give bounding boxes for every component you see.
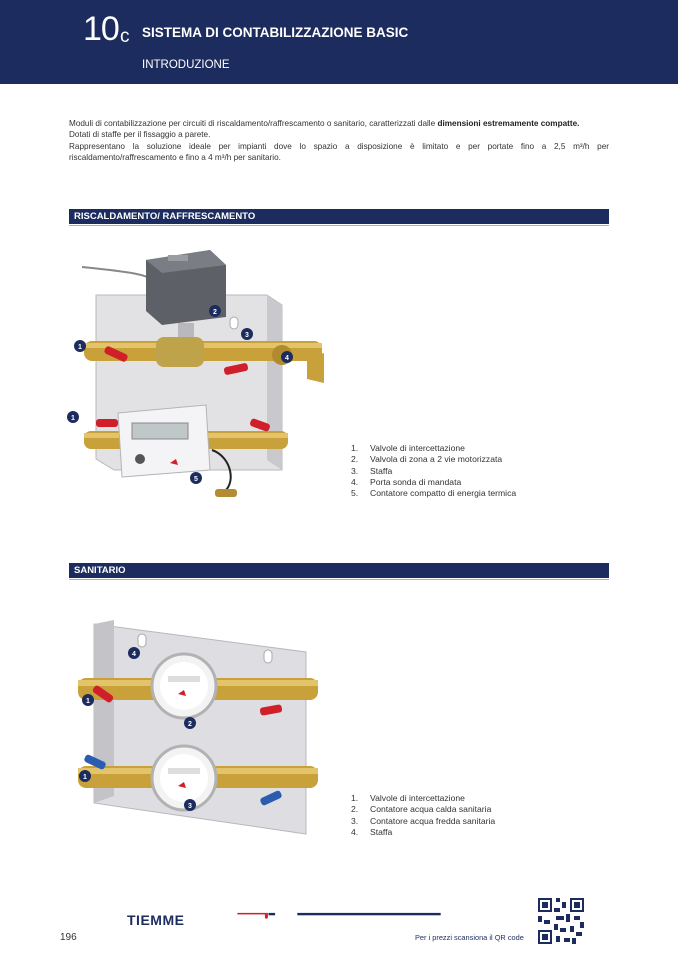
legend-item: 2. Valvola di zona a 2 vie motorizzata <box>351 454 503 465</box>
legend-heating-cooling <box>351 443 516 499</box>
legend-item: 3. Staffa <box>351 465 393 476</box>
callout-4: 4 <box>285 355 289 362</box>
intro-p1-text: Moduli di contabilizzazione per circuiti di riscaldamento/raffrescamento o sanitario, caratterizzati dalle <box>69 119 438 128</box>
callout-2: 2 <box>188 721 192 728</box>
legend-item: 1. Valvole di intercettazione <box>351 793 465 803</box>
intro-paragraph-3: Rappresentano la soluzione ideale per impianti dove lo spazio a disposizione è limitato e per portate fino a 2,5 m³/h per riscaldamento/raffrescamento e fino a 4 m³/h per sanitario. <box>69 141 609 163</box>
legend-item: 4. Staffa <box>351 826 393 837</box>
qr-code[interactable] <box>536 896 586 946</box>
callout-3: 3 <box>245 332 249 339</box>
qr-note: Per i prezzi scansiona il QR code <box>415 933 524 942</box>
legend-item: 2. Contatore acqua calda sanitaria <box>351 804 492 815</box>
callout-1a: 1 <box>78 344 82 351</box>
chapter-subtitle: INTRODUZIONE <box>142 59 230 71</box>
section-divider <box>69 579 609 580</box>
intro-paragraph-1 <box>69 118 609 129</box>
chapter-letter: c <box>120 26 130 47</box>
chapter-number: 10 <box>83 10 119 48</box>
intro-text <box>69 118 609 164</box>
legend-item: 1. Valvole di intercettazione <box>351 443 465 453</box>
callout-5: 5 <box>194 476 198 483</box>
legend-sanitary <box>351 793 495 838</box>
sanitary-module-illustration <box>74 618 324 840</box>
callout-1b: 1 <box>83 774 87 781</box>
callout-2: 2 <box>213 309 217 316</box>
chapter-title: SISTEMA DI CONTABILIZZAZIONE BASIC <box>142 25 409 40</box>
callout-1a: 1 <box>86 698 90 705</box>
intro-paragraph-2: Dotati di staffe per il fissaggio a parete. <box>69 130 211 140</box>
callout-4: 4 <box>132 651 136 658</box>
callout-3: 3 <box>188 803 192 810</box>
callout-1b: 1 <box>71 415 75 422</box>
legend-item: 4. Porta sonda di mandata <box>351 476 462 487</box>
heating-module-illustration <box>62 245 327 510</box>
brand-logo: TIEMME <box>127 912 185 928</box>
chapter-header <box>0 0 678 84</box>
section-heading-heating-cooling: RISCALDAMENTO/ RAFFRESCAMENTO <box>69 209 609 224</box>
section-heading-sanitary: SANITARIO <box>69 563 609 578</box>
legend-item: 5. Contatore compatto di energia termica <box>351 488 517 499</box>
page-number: 196 <box>60 932 77 943</box>
section-divider <box>69 225 609 226</box>
intro-p1-bold: dimensioni estremamente compatte. <box>437 119 580 128</box>
legend-item: 3. Contatore acqua fredda sanitaria <box>351 815 496 826</box>
